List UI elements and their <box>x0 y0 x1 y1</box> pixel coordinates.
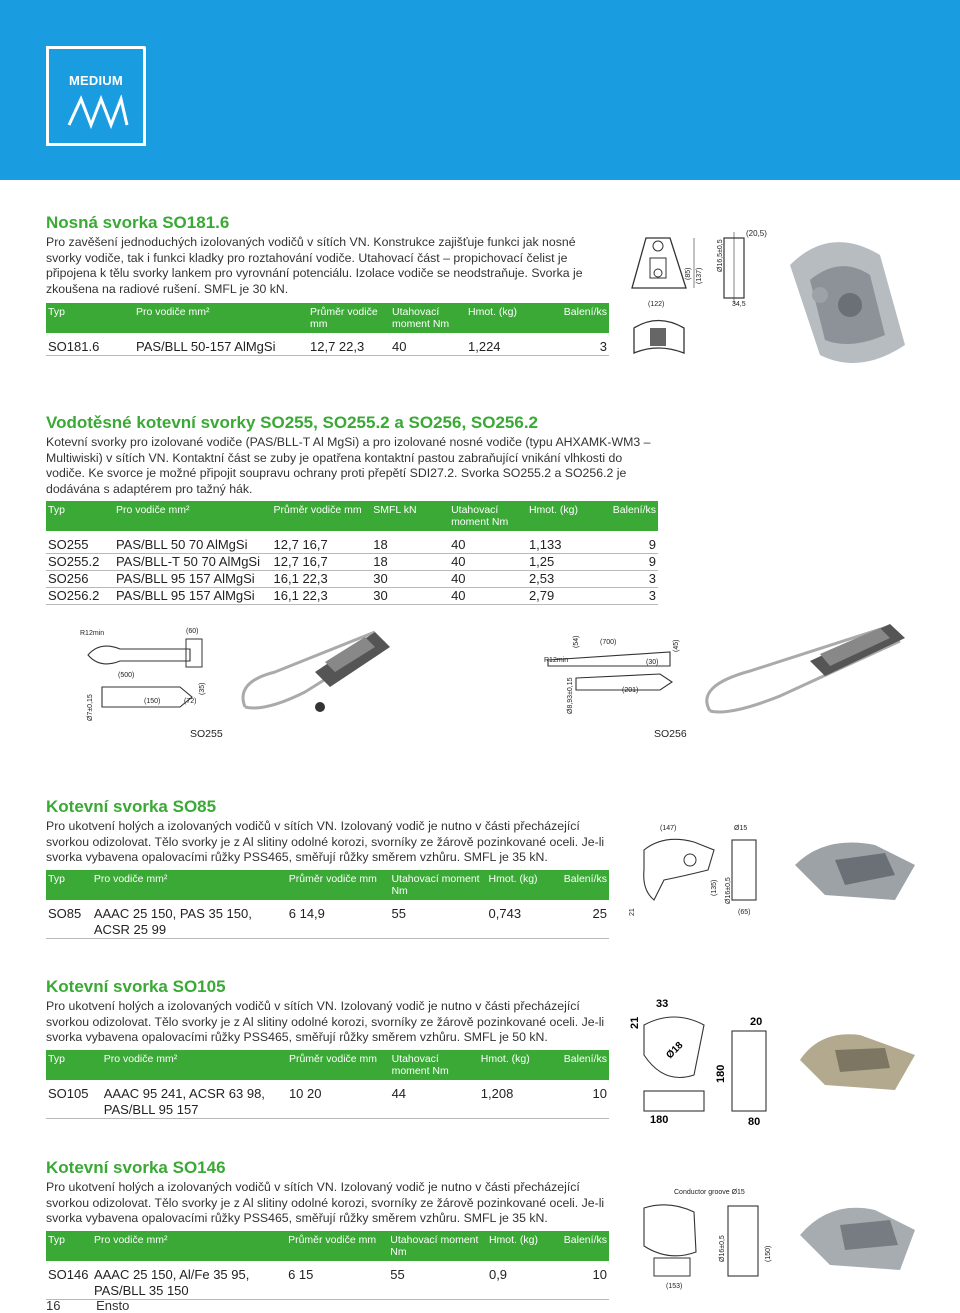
col-header: Balení/ks <box>562 870 609 903</box>
table-row <box>46 588 658 605</box>
spec-table <box>46 501 658 605</box>
section-so85 <box>46 797 611 939</box>
section-title: Kotevní svorka SO146 <box>46 1158 226 1177</box>
col-header: Balení/ks <box>562 1231 609 1264</box>
col-header: Utahovací moment Nm <box>390 1050 479 1083</box>
cell: SO181.6 <box>48 339 100 355</box>
col-header: Balení/ks <box>542 303 609 336</box>
col-header: Průměr vodiče mm <box>287 1050 390 1083</box>
dim-label: (20,5) <box>746 229 767 238</box>
dim-label: (150) <box>144 698 161 705</box>
cell: AAAC 25 150, PAS 35 150, ACSR 25 99 <box>93 905 252 937</box>
cell: 18 <box>373 537 388 553</box>
col-header: Typ <box>46 1231 92 1264</box>
cell: AAAC 95 241, ACSR 63 98, PAS/BLL 95 157 <box>103 1085 265 1117</box>
medium-logo <box>46 46 146 146</box>
col-header: Hmot. (kg) <box>487 1231 562 1264</box>
section-title: Kotevní svorka SO85 <box>46 797 217 816</box>
dim-label: (30) <box>646 659 659 666</box>
cell: PAS/BLL 95 157 AlMgSi <box>115 588 255 604</box>
cell: PAS/BLL 50-157 AlMgSi <box>136 339 276 355</box>
dim-label: (135) <box>711 879 718 896</box>
so105-drawing <box>624 995 774 1130</box>
dim-label: 33 <box>656 998 669 1010</box>
dim-label: (85) <box>685 267 692 280</box>
col-header: Utahovací moment Nm <box>388 1231 487 1264</box>
cell: 12,7 16,7 <box>273 554 328 570</box>
so85-drawing <box>624 820 774 920</box>
col-header: Utahovací moment Nm <box>449 501 527 534</box>
section-description: Pro ukotvení holých a izolovaných vodičů v sítích VN. Izolovaný vodič je nutno v části přecházející svorkou odizolovat. Tělo svorky je z Al slitiny odolné korozi, svorníky ze žárově pozinkované oceli. Je-li svorka vybavena opalovacími růžky PSS465, směřují růžky směrem vzhůru. SMFL je 35 kN. <box>46 819 605 865</box>
figure-caption: SO255 <box>190 728 223 740</box>
table-row <box>46 554 658 571</box>
cell: 40 <box>451 554 466 570</box>
col-header: Pro vodiče mm² <box>114 501 272 534</box>
cell: 3 <box>599 339 607 355</box>
col-header: Balení/ks <box>562 1050 609 1083</box>
section-title: Nosná svorka SO181.6 <box>46 213 230 232</box>
table-row <box>46 1264 609 1300</box>
dim-label: (54) <box>573 635 580 648</box>
section-description: Kotevní svorky pro izolované vodiče (PAS/BLL-T Al MgSi) a pro izolované nosné vodiče (typu AHXAMK-WM3 – Multiwiski) v sítích VN. Kontaktní část se zuby je opatřena kontaktní pastou zabraňující vnikání vlhkosti do vodiče. Ke svorce je možné připojit soupravu ochrany proti přepětí SDI27.2. Svorka SO255.2 a SO256.2 je dodávána s adaptérem pro tažný hák. <box>46 435 651 496</box>
cell: 0,9 <box>488 1266 508 1282</box>
cell: AAAC 25 150, Al/Fe 35 95, PAS/BLL 35 150 <box>93 1266 250 1298</box>
cell: 40 <box>451 537 466 553</box>
dim-label: Ø18 <box>664 1039 686 1062</box>
cell: 1,133 <box>528 537 562 553</box>
cell: SO255.2 <box>48 554 100 570</box>
dim-label: Ø8,93±0,15 <box>567 677 574 714</box>
col-header: Utahovací moment Nm <box>389 870 486 903</box>
cell: 40 <box>392 339 407 355</box>
section-so255 <box>46 413 666 605</box>
cell: 30 <box>373 588 388 604</box>
col-header: Hmot. (kg) <box>466 303 542 336</box>
section-description: Pro zavěšení jednoduchých izolovaných vodičů v sítích VN. Konstrukce zajišťuje funkci jak nosné svorky vodiče, tak i funkci kladky pro roztahování vodiče. Utahovací část – propichovací čelist je připojena k tělu svorky lankem pro vyrovnání potenciálu. Izolace vodiče se neodstraňuje. Svorka je zkoušena na radiové rušení. SMFL je 30 kN. <box>46 235 583 296</box>
col-header: Balení/ks <box>611 501 658 534</box>
dim-label: Ø7±0,15 <box>87 694 94 721</box>
so146-drawing <box>624 1182 784 1294</box>
so146-photo <box>790 1185 925 1285</box>
dim-label: (150) <box>765 1245 772 1262</box>
so181-photo <box>770 225 920 375</box>
so256-photo <box>690 606 920 726</box>
cell: 44 <box>391 1085 407 1101</box>
dim-label: 20 <box>750 1016 763 1028</box>
dim-label: R12min <box>80 630 105 637</box>
col-header: Typ <box>46 303 134 336</box>
dim-label: Ø16,5±0,5 <box>717 239 724 272</box>
section-so181 <box>46 213 611 356</box>
dim-label: (700) <box>600 639 617 646</box>
cell: PAS/BLL-T 50 70 AlMgSi <box>115 554 260 570</box>
cell: 9 <box>648 554 656 570</box>
cell: SO256 <box>48 571 89 587</box>
dim-label: 34,5 <box>732 301 746 308</box>
cell: 1,25 <box>528 554 555 570</box>
dim-label: (60) <box>186 628 199 635</box>
spec-table <box>46 303 609 356</box>
table-row <box>46 534 658 554</box>
table-row <box>46 903 609 939</box>
dim-label: (500) <box>118 672 135 679</box>
figure-caption: SO256 <box>654 728 687 740</box>
cell: 0,743 <box>488 905 522 921</box>
col-header: Pro vodiče mm² <box>92 870 287 903</box>
cell: SO146 <box>48 1266 89 1282</box>
dim-label: 180 <box>650 1114 669 1126</box>
col-header: Typ <box>46 870 92 903</box>
cell: 1,224 <box>468 339 501 355</box>
cell: SO256.2 <box>48 588 100 604</box>
so255-drawing <box>80 625 230 725</box>
section-so146 <box>46 1158 611 1300</box>
cell: 16,1 22,3 <box>273 571 328 587</box>
cell: 40 <box>451 588 466 604</box>
dim-label: 21 <box>629 1016 641 1029</box>
section-title: Kotevní svorka SO105 <box>46 977 226 996</box>
dim-label: R12min <box>544 657 569 664</box>
dim-label: (122) <box>648 301 665 308</box>
cell: PAS/BLL 95 157 AlMgSi <box>115 571 255 587</box>
col-header: Hmot. (kg) <box>479 1050 562 1083</box>
spec-table <box>46 1231 609 1300</box>
logo-tag: MEDIUM <box>69 73 123 88</box>
col-header: Pro vodiče mm² <box>134 303 308 336</box>
dim-label: 180 <box>715 1064 727 1083</box>
table-row <box>46 1083 609 1119</box>
cell: 6 15 <box>288 1266 314 1282</box>
voltage-wave-icon <box>67 95 129 129</box>
cell: PAS/BLL 50 70 AlMgSi <box>115 537 248 553</box>
cell: 55 <box>391 905 406 921</box>
cell: 3 <box>648 588 656 604</box>
cell: 18 <box>373 554 388 570</box>
dim-label: Conductor groove Ø15 <box>674 1189 745 1196</box>
cell: SO105 <box>48 1085 89 1101</box>
col-header: Typ <box>46 501 114 534</box>
cell: 12,7 16,7 <box>273 537 328 553</box>
cell: SO255 <box>48 537 89 553</box>
cell: 2,53 <box>528 571 555 587</box>
dim-label: (35) <box>199 682 206 695</box>
cell: 12,7 22,3 <box>310 339 365 355</box>
cell: 16,1 22,3 <box>273 588 328 604</box>
col-header: Průměr vodiče mm <box>286 1231 388 1264</box>
cell: 10 <box>592 1266 607 1282</box>
footer-brand: Ensto <box>96 1298 130 1313</box>
dim-label: (153) <box>666 1283 683 1290</box>
col-header: Pro vodiče mm² <box>102 1050 287 1083</box>
page-number: 16 <box>46 1298 61 1313</box>
dim-label: Ø16±0,5 <box>725 877 732 904</box>
cell: 2,79 <box>528 588 555 604</box>
section-description: Pro ukotvení holých a izolovaných vodičů v sítích VN. Izolovaný vodič je nutno v části přecházející svorkou odizolovat. Tělo svorky je z Al slitiny odolné korozi, svorníky ze žárově pozinkované oceli. Je-li svorka vybavena opalovacími růžky PSS465, směřují růžky směrem vzhůru. SMFL je 35 kN. <box>46 1180 605 1226</box>
so181-side-drawing <box>714 228 764 308</box>
col-header: Utahovací moment Nm <box>390 303 466 336</box>
so181-drawing <box>628 228 718 368</box>
cell: 10 <box>592 1085 607 1101</box>
dim-label: Ø15 <box>734 825 748 832</box>
so256-drawing <box>540 630 690 720</box>
dim-label: 80 <box>748 1116 761 1128</box>
cell: 55 <box>390 1266 405 1282</box>
col-header: Průměr vodiče mm <box>272 501 372 534</box>
so255-photo <box>225 612 410 722</box>
dim-label: (45) <box>673 639 680 652</box>
section-so105 <box>46 977 611 1119</box>
col-header: Pro vodiče mm² <box>92 1231 286 1264</box>
col-header: Průměr vodiče mm <box>287 870 390 903</box>
dim-label: 21 <box>629 908 636 916</box>
cell: SO85 <box>48 905 82 921</box>
col-header: Typ <box>46 1050 102 1083</box>
col-header: Hmot. (kg) <box>527 501 611 534</box>
cell: 3 <box>648 571 656 587</box>
dim-label: (72) <box>184 698 197 705</box>
cell: 9 <box>648 537 656 553</box>
table-row <box>46 336 609 356</box>
dim-label: (65) <box>738 909 751 916</box>
spec-table <box>46 870 609 939</box>
cell: 30 <box>373 571 388 587</box>
col-header: Průměr vodiče mm <box>308 303 390 336</box>
dim-label: (201) <box>622 687 639 694</box>
spec-table <box>46 1050 609 1119</box>
dim-label: Ø16±0,5 <box>719 1235 726 1262</box>
so105-photo <box>790 1010 925 1100</box>
page-footer <box>46 1298 161 1313</box>
col-header: SMFL kN <box>371 501 449 534</box>
section-title: Vodotěsné kotevní svorky SO255, SO255.2 a SO256, SO256.2 <box>46 413 538 432</box>
header-band <box>0 0 960 180</box>
cell: 10 20 <box>288 1085 322 1101</box>
cell: 1,208 <box>480 1085 514 1101</box>
cell: 40 <box>451 571 466 587</box>
dim-label: (137) <box>696 267 703 284</box>
cell: 25 <box>592 905 607 921</box>
col-header: Hmot. (kg) <box>487 870 562 903</box>
so85-photo <box>785 825 925 915</box>
table-row <box>46 571 658 588</box>
section-description: Pro ukotvení holých a izolovaných vodičů v sítích VN. Izolovaný vodič je nutno v části přecházející svorkou odizolovat. Tělo svorky je z Al slitiny odolné korozi, svorníky ze žárově pozinkované oceli. Je-li svorka vybavena opalovacími růžky PSS465, směřují růžky směrem vzhůru. SMFL je 50 kN. <box>46 999 605 1045</box>
dim-label: (147) <box>660 825 677 832</box>
cell: 6 14,9 <box>288 905 325 921</box>
